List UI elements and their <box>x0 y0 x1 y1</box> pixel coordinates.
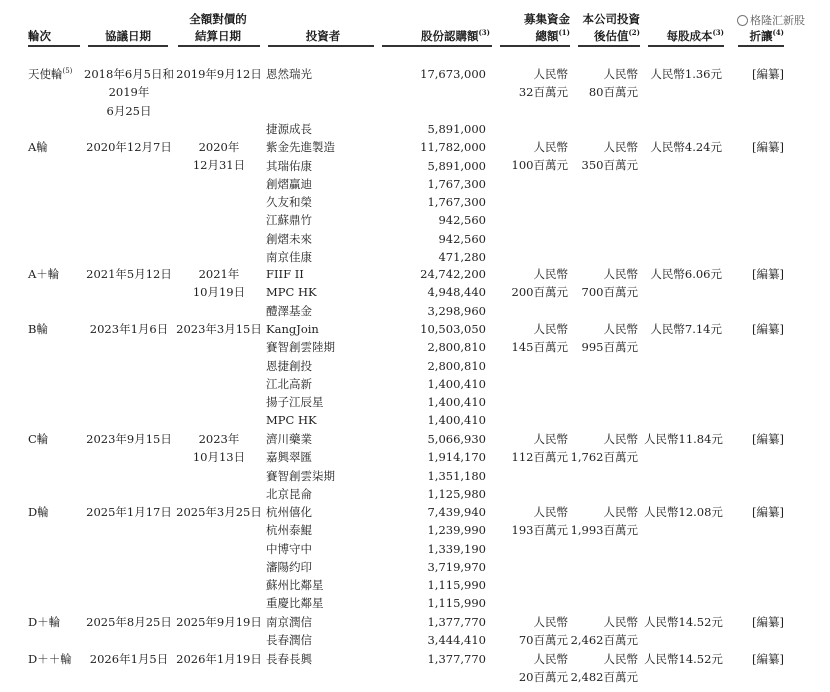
total-funds <box>496 320 568 357</box>
agreement-date-line: 2025年8月25日 <box>86 615 172 629</box>
agreement-date-line: 2026年1月5日 <box>89 652 169 666</box>
share-subscription-line: 5,891,000 <box>427 122 486 136</box>
round-name <box>28 430 88 448</box>
post-valuation <box>566 650 638 687</box>
total-funds-line: 人民幣 <box>533 267 568 281</box>
investor-list-line: MPC HK <box>266 413 317 428</box>
share-subscription-line: 942,560 <box>438 213 486 228</box>
total-funds-line: 人民幣 <box>533 432 568 446</box>
discount: [編纂] <box>752 322 784 336</box>
header-settlement-date: 全額對價的 結算日期 <box>189 12 247 43</box>
investor-list-line: 瀋陽约印 <box>266 559 312 574</box>
post-valuation-line: 人民幣 <box>603 140 638 154</box>
share-subscription <box>380 503 486 613</box>
settlement-date <box>174 320 264 338</box>
share-subscription-line: 1,377,770 <box>427 652 486 666</box>
post-valuation-line: 人民幣 <box>603 67 638 81</box>
share-subscription-line: 1,351,180 <box>427 468 486 483</box>
share-subscription-line: 1,400,410 <box>427 376 486 391</box>
investor-list-line: 重慶比鄰星 <box>266 596 324 611</box>
investor-list-line: 創熠未來 <box>266 231 312 246</box>
total-funds-line: 32百萬元 <box>518 85 568 100</box>
post-valuation-line: 350百萬元 <box>581 158 638 173</box>
share-subscription-line: 1,115,990 <box>427 578 486 593</box>
investor-list-line: 賽智創雲陸期 <box>266 340 335 355</box>
total-funds-line: 人民幣 <box>533 67 568 81</box>
total-funds-line: 145百萬元 <box>511 340 568 355</box>
investor-list-line: 杭州僖化 <box>266 505 312 519</box>
round-label: D輪 <box>28 505 49 519</box>
share-subscription-line: 11,782,000 <box>420 140 486 155</box>
investor-list-line: 蘇州比鄰星 <box>266 578 324 593</box>
share-subscription-line: 7,439,940 <box>427 505 486 519</box>
investor-list <box>266 613 376 650</box>
total-funds-line: 200百萬元 <box>511 285 568 300</box>
agreement-date-line: 6月25日 <box>106 103 152 118</box>
round-label: D＋輪 <box>28 615 61 629</box>
agreement-date-line: 2020年12月7日 <box>86 140 172 154</box>
investor-list-line: 長春長興 <box>266 652 312 666</box>
cost-per-share: 人民幣6.06元 <box>650 267 722 281</box>
round-name <box>28 265 88 283</box>
investor-list-line: 江北高新 <box>266 376 312 391</box>
settlement-date-line: 12月31日 <box>192 158 246 173</box>
investor-list-line: 久友和榮 <box>266 195 312 210</box>
settlement-date <box>174 503 264 521</box>
cost-per-share: 人民幣1.36元 <box>650 67 722 81</box>
share-subscription-line: 1,377,770 <box>427 615 486 629</box>
discount: [編纂] <box>752 140 784 154</box>
investor-list-line: 北京昆侖 <box>266 486 312 501</box>
total-funds-line: 70百萬元 <box>518 633 568 648</box>
share-subscription <box>380 265 486 320</box>
header-underline <box>178 45 260 47</box>
total-funds <box>496 613 568 650</box>
header-underline <box>578 45 640 47</box>
total-funds-line: 20百萬元 <box>518 670 568 685</box>
round-name <box>28 138 88 156</box>
round-label: C輪 <box>28 432 49 446</box>
investor-list-line: 江蘇鼎竹 <box>266 213 312 228</box>
settlement-date-line: 2025年9月19日 <box>176 615 262 629</box>
investor-list-line: 醴澤基金 <box>266 303 312 318</box>
total-funds-line: 人民幣 <box>533 322 568 336</box>
investor-list <box>266 120 376 266</box>
settlement-date-line: 2019年9月12日 <box>176 67 262 81</box>
settlement-date <box>174 613 264 631</box>
post-valuation-line: 人民幣 <box>603 432 638 446</box>
round-name <box>28 613 88 631</box>
investor-list-line: 其瑞佑康 <box>266 158 312 173</box>
agreement-date-line: 2023年9月15日 <box>86 432 172 446</box>
agreement-date <box>84 613 174 631</box>
post-valuation-line: 2,462百萬元 <box>570 633 638 648</box>
investor-list <box>266 503 376 613</box>
round-name <box>28 503 88 521</box>
investor-list-line: KangJoin <box>266 322 319 336</box>
share-subscription-line: 24,742,200 <box>420 267 486 281</box>
investor-list-line: 恩然瑞光 <box>266 67 312 81</box>
settlement-date-line: 2021年 <box>198 267 240 281</box>
cost-per-share: 人民幣4.24元 <box>650 140 722 154</box>
total-funds-line: 100百萬元 <box>511 158 568 173</box>
round-label: A輪 <box>28 140 48 154</box>
share-subscription-line: 1,400,410 <box>427 413 486 428</box>
header-underline <box>88 45 168 47</box>
settlement-date-line: 2025年3月25日 <box>176 505 262 519</box>
round-name <box>28 320 88 338</box>
settlement-date-line: 10月13日 <box>192 450 246 465</box>
post-valuation-line: 700百萬元 <box>581 285 638 300</box>
investor-list-line: 長春潤信 <box>266 633 312 648</box>
share-subscription-line: 3,719,970 <box>427 559 486 574</box>
discount: [編纂] <box>752 615 784 629</box>
investor-list-line: 紫金先進製造 <box>266 140 335 155</box>
settlement-date <box>174 650 264 668</box>
discount: [編纂] <box>752 505 784 519</box>
post-valuation-line: 995百萬元 <box>581 340 638 355</box>
post-valuation <box>566 65 638 102</box>
investor-list-line: 濟川藥業 <box>266 432 312 446</box>
agreement-date-line: 2018年6月5日和 <box>84 67 174 81</box>
agreement-date <box>84 503 174 521</box>
round-name <box>28 65 88 83</box>
settlement-date <box>174 265 264 302</box>
investor-list-line: FIIF II <box>266 267 304 281</box>
share-subscription <box>380 430 486 503</box>
header-underline <box>500 45 570 47</box>
round-label: D＋＋輪 <box>28 652 72 666</box>
agreement-date <box>84 650 174 668</box>
share-subscription-line: 2,800,810 <box>427 358 486 373</box>
investor-list <box>266 65 376 83</box>
settlement-date <box>174 138 264 175</box>
investor-list-line: 南京佳康 <box>266 250 312 265</box>
round-label: A＋輪 <box>28 267 60 281</box>
total-funds <box>496 650 568 687</box>
post-valuation-line: 人民幣 <box>603 615 638 629</box>
agreement-date <box>84 138 174 156</box>
header-underline <box>382 45 492 47</box>
header-underline <box>28 45 80 47</box>
share-subscription-line: 1,239,990 <box>427 523 486 538</box>
share-subscription-line: 3,444,410 <box>427 633 486 648</box>
discount: [編纂] <box>752 652 784 666</box>
investor-list-line: 嘉興翠匯 <box>266 450 312 465</box>
discount: [編纂] <box>752 267 784 281</box>
total-funds-line: 112百萬元 <box>511 450 568 465</box>
share-subscription-line: 1,115,990 <box>427 596 486 611</box>
share-subscription <box>380 650 486 668</box>
agreement-date <box>84 65 174 120</box>
post-valuation <box>566 320 638 357</box>
agreement-date <box>84 320 174 338</box>
share-subscription-line: 1,767,300 <box>427 176 486 191</box>
share-subscription <box>380 65 486 83</box>
header-total-funds: 募集資金 總額$^{(1)}$ <box>524 12 570 43</box>
investor-list-line: 揚子江辰星 <box>266 395 324 410</box>
investor-list-line: 杭州泰鯤 <box>266 523 312 538</box>
share-subscription-line: 1,125,980 <box>427 486 486 501</box>
share-subscription-line: 471,280 <box>438 250 486 265</box>
post-valuation <box>566 430 638 467</box>
discount: [編纂] <box>752 67 784 81</box>
share-subscription <box>380 320 486 430</box>
agreement-date <box>84 265 174 283</box>
post-valuation <box>566 613 638 650</box>
total-funds-line: 人民幣 <box>533 505 568 519</box>
agreement-date-line: 2019年 <box>108 85 150 100</box>
total-funds-line: 人民幣 <box>533 140 568 154</box>
investor-list-line: 賽智創雲柒期 <box>266 468 335 483</box>
post-valuation-line: 1,762百萬元 <box>570 450 638 465</box>
investor-list-line: MPC HK <box>266 285 317 300</box>
agreement-date <box>84 430 174 448</box>
header-round: 輪次 <box>28 29 51 43</box>
round-footnote: (5) <box>62 67 73 76</box>
investor-list-line: 恩捷創投 <box>266 358 312 373</box>
share-subscription-line: 1,914,170 <box>427 450 486 465</box>
post-valuation-line: 人民幣 <box>603 267 638 281</box>
share-subscription-line: 1,339,190 <box>427 541 486 556</box>
share-subscription-line: 4,948,440 <box>427 285 486 300</box>
round-label: B輪 <box>28 322 48 336</box>
share-subscription-line: 2,800,810 <box>427 340 486 355</box>
share-subscription-line: 3,298,960 <box>427 303 486 318</box>
settlement-date-line: 2023年3月15日 <box>176 322 262 336</box>
settlement-date-line: 2026年1月19日 <box>176 652 262 666</box>
investor-list <box>266 265 376 320</box>
share-subscription <box>380 613 486 650</box>
discount: [編纂] <box>752 432 784 446</box>
agreement-date-line: 2025年1月17日 <box>86 505 172 519</box>
total-funds <box>496 503 568 540</box>
cost-per-share: 人民幣12.08元 <box>644 505 723 519</box>
total-funds <box>496 138 568 175</box>
post-valuation <box>566 503 638 540</box>
investor-list <box>266 430 376 503</box>
settlement-date <box>174 65 264 83</box>
share-subscription <box>380 120 486 266</box>
header-investors: 投資者 <box>305 29 341 43</box>
header-underline <box>268 45 374 47</box>
cost-per-share: 人民幣11.84元 <box>644 432 723 446</box>
post-valuation <box>566 265 638 302</box>
post-valuation-line: 人民幣 <box>603 652 638 666</box>
post-valuation-line: 80百萬元 <box>588 85 638 100</box>
round-label: 天使輪 <box>28 67 63 81</box>
header-underline <box>648 45 724 47</box>
agreement-date-line: 2023年1月6日 <box>89 322 169 336</box>
share-subscription-line: 1,767,300 <box>427 195 486 210</box>
header-shares: 股份認購額$^{(3)}$ <box>421 28 490 43</box>
share-subscription-line: 17,673,000 <box>420 67 486 81</box>
investor-list-line: 捷源成長 <box>266 122 312 136</box>
post-valuation-line: 2,482百萬元 <box>570 670 638 685</box>
round-name <box>28 650 88 668</box>
share-subscription-line: 5,066,930 <box>427 432 486 446</box>
settlement-date-line: 2023年 <box>198 432 240 446</box>
total-funds-line: 人民幣 <box>533 652 568 666</box>
investor-list-line: 南京潤信 <box>266 615 312 629</box>
settlement-date <box>174 430 264 467</box>
total-funds <box>496 430 568 467</box>
post-valuation-line: 1,993百萬元 <box>570 523 638 538</box>
settlement-date-line: 2020年 <box>198 140 240 154</box>
post-valuation-line: 人民幣 <box>603 322 638 336</box>
header-underline <box>738 45 784 47</box>
cost-per-share: 人民幣14.52元 <box>644 615 723 629</box>
post-valuation <box>566 138 638 175</box>
investor-list <box>266 650 376 668</box>
agreement-date-line: 2021年5月12日 <box>86 267 172 281</box>
header-post-valuation: 本公司投資 後估值$^{(2)}$ <box>582 12 640 43</box>
cost-per-share: 人民幣7.14元 <box>650 322 722 336</box>
investor-list <box>266 320 376 430</box>
total-funds-line: 193百萬元 <box>511 523 568 538</box>
investor-list-line: 中博守中 <box>266 541 312 556</box>
total-funds <box>496 265 568 302</box>
share-subscription-line: 5,891,000 <box>427 158 486 173</box>
header-agreement-date: 協議日期 <box>105 29 151 43</box>
investor-list-line: 創熠贏迪 <box>266 176 312 191</box>
post-valuation-line: 人民幣 <box>603 505 638 519</box>
watermark-logo-icon <box>737 15 748 26</box>
settlement-date-line: 10月19日 <box>192 285 246 300</box>
total-funds <box>496 65 568 102</box>
header-discount: 折讓$^{(4)}$ <box>749 28 784 43</box>
share-subscription-line: 10,503,050 <box>420 322 486 336</box>
header-cost-per-share: 每股成本$^{(3)}$ <box>666 28 724 43</box>
watermark: 格隆汇新股 <box>737 12 805 28</box>
share-subscription-line: 1,400,410 <box>427 395 486 410</box>
share-subscription-line: 942,560 <box>438 231 486 246</box>
total-funds-line: 人民幣 <box>533 615 568 629</box>
cost-per-share: 人民幣14.52元 <box>644 652 723 666</box>
